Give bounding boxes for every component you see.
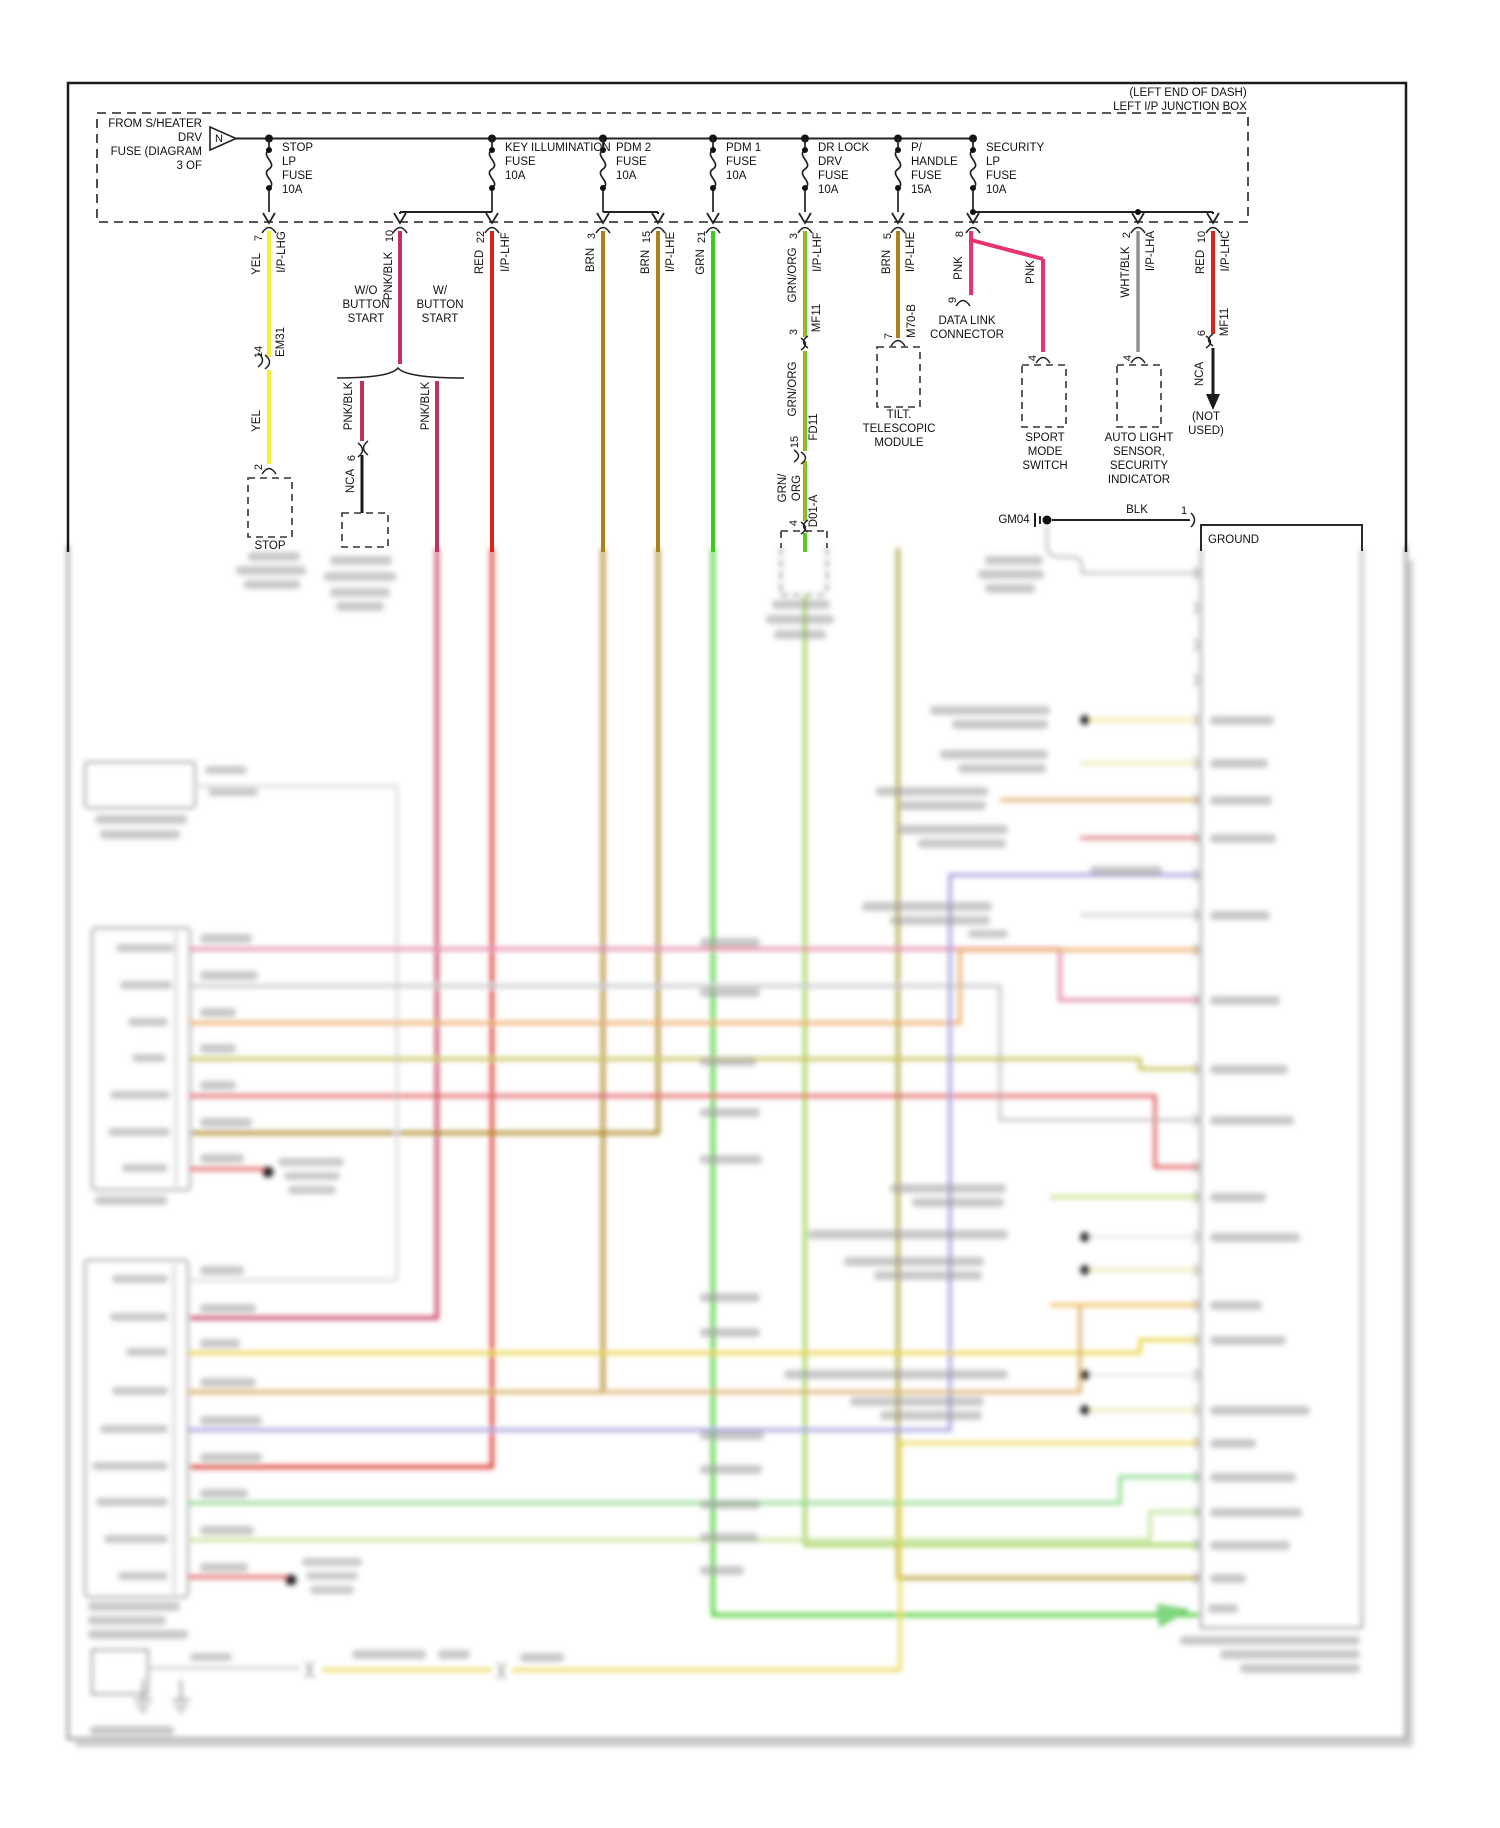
source-note: FROM S/HEATER DRV FUSE (DIAGRAM 3 OF: [108, 118, 202, 172]
sport-mode-box: [1022, 365, 1066, 427]
w7-color: BRN: [881, 249, 893, 275]
w3-color: BRN: [585, 247, 597, 273]
sport-mode-switch-label: SPORT MODE SWITCH: [1022, 432, 1068, 472]
w0-pin: 7: [253, 234, 265, 242]
not-used-label: (NOT USED): [1188, 411, 1224, 437]
w10-mid-pin: 6: [1196, 329, 1208, 337]
not-used-arrowhead: [1206, 394, 1220, 410]
w6-mid1-conn: MF11: [811, 303, 823, 333]
w8-pin: 8: [954, 230, 966, 238]
w6-end-pin: 4: [788, 519, 800, 527]
w6-color3b: ORG: [791, 474, 803, 502]
w1-right-color: PNK/BLK: [420, 381, 432, 431]
w1-left-nca: NCA: [345, 468, 357, 494]
fuse-p-handle: P/ HANDLE FUSE 15A: [911, 142, 958, 196]
stop-label: STOP: [254, 540, 286, 552]
w5-color: GRN: [695, 249, 707, 275]
w8-end-pin: 9: [947, 296, 959, 304]
w8-branch-color: PNK: [1025, 260, 1037, 284]
w0-color2: YEL: [251, 410, 263, 432]
wo-button-start-title: W/O BUTTON START: [342, 285, 390, 325]
w10-color: RED: [1195, 249, 1207, 275]
w6-harness: I/P-LHF: [812, 232, 824, 272]
w6-color3a: GRN/: [777, 473, 789, 503]
w0-harness: I/P-LHG: [276, 231, 288, 273]
w10-pin: 10: [1196, 230, 1208, 244]
ground-pin: 1: [1180, 505, 1188, 517]
w-button-start-title: W/ BUTTON START: [416, 285, 464, 325]
w0-mid-conn: EM31: [275, 326, 287, 358]
wires: [269, 231, 1213, 552]
data-link-connector-label: DATA LINK CONNECTOR: [930, 315, 1004, 341]
fuse-dr-lock: DR LOCK DRV FUSE 10A: [818, 142, 870, 196]
w8-branch-pin: 4: [1027, 354, 1039, 362]
w1-left-pin: 6: [346, 454, 358, 462]
stop-lamp-box: [248, 478, 292, 537]
w0-color: YEL: [251, 253, 263, 275]
harness-connector-brackets: [262, 228, 1220, 234]
w0-end-pin: 2: [253, 463, 265, 471]
w9-pin: 2: [1121, 231, 1133, 239]
w6-color2: GRN/ORG: [787, 361, 799, 417]
w1-color: PNK/BLK: [383, 251, 395, 301]
button-start-brace: [337, 368, 464, 378]
w10-nca: NCA: [1194, 361, 1206, 387]
w2-color: RED: [474, 249, 486, 275]
source-arrow-letter: N: [215, 133, 223, 145]
fuse-security-lp: SECURITY LP FUSE 10A: [986, 142, 1045, 196]
w7-end-conn: M70-B: [906, 304, 918, 338]
w7-harness: I/P-LHE: [905, 231, 917, 273]
w7-pin: 5: [882, 232, 894, 240]
wo-button-start-box: [342, 513, 388, 547]
fuse-pdm2: PDM 2 FUSE 10A: [616, 142, 652, 182]
auto-light-box: [1117, 365, 1161, 427]
blurred-region: [68, 525, 1413, 1745]
w6-pin: 3: [788, 232, 800, 240]
w4-color: BRN: [640, 249, 652, 275]
gm04-label: GM04: [998, 514, 1030, 526]
fuse-pdm1: PDM 1 FUSE 10A: [726, 142, 762, 182]
junction-box-title: LEFT I/P JUNCTION BOX: [1113, 101, 1247, 113]
w2-harness: I/P-LHF: [500, 232, 512, 272]
w6-mid2-conn: FD11: [808, 413, 820, 441]
blk-label: BLK: [1126, 504, 1148, 516]
w4-harness: I/P-LHE: [665, 231, 677, 273]
gm04-ground: [1035, 513, 1362, 551]
fuse-stop-lp: STOP LP FUSE 10A: [282, 142, 314, 196]
w9-harness: I/P-LHA: [1145, 230, 1157, 272]
w10-mid-conn: MF11: [1219, 307, 1231, 337]
w1-pin: 10: [384, 229, 396, 243]
w5-pin: 21: [696, 230, 708, 244]
w4-pin: 15: [641, 230, 653, 244]
w1-left-color: PNK/BLK: [343, 381, 355, 431]
tilt-telescopic-label: TILT. TELESCOPIC MODULE: [862, 409, 936, 449]
w9-end-pin: 4: [1122, 354, 1134, 362]
w6-mid1-pin: 3: [788, 328, 800, 336]
w6-color: GRN/ORG: [787, 247, 799, 303]
w2-pin: 22: [475, 230, 487, 244]
dash-location-note: (LEFT END OF DASH): [1129, 87, 1247, 99]
auto-light-sensor-label: AUTO LIGHT SENSOR, SECURITY INDICATOR: [1104, 432, 1174, 486]
w8-color: PNK: [953, 256, 965, 280]
tilt-telescopic-box: [877, 347, 920, 407]
w6-mid2-pin: 15: [789, 435, 801, 449]
fuse-key-illumination: KEY ILLUMINATION FUSE 10A: [505, 142, 611, 182]
w7-end-pin: 7: [883, 332, 895, 340]
ground-box-label: GROUND: [1208, 534, 1260, 546]
w0-mid-pin: 14: [253, 345, 265, 359]
w10-harness: I/P-LHC: [1220, 230, 1232, 272]
w3-pin: 3: [586, 232, 598, 240]
w9-color: WHT/BLK: [1120, 246, 1132, 298]
w6-end-conn: D01-A: [808, 494, 820, 528]
